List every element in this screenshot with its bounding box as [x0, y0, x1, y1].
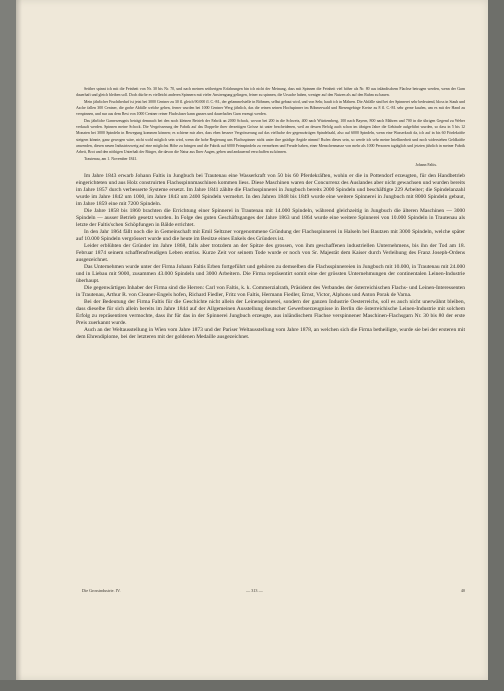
body-paragraph: Auch an der Weltausstellung in Wien vom Jahre 1873 und der Pariser Weltausstellung vom Jahre 1878, an welchen sich die Firma betheiligte, wurde sie bei der ersteren mit dem Ehrendiplome, bei der letzteren mit der goldenen Medaille ausgezeichnet.: [76, 327, 465, 341]
letter-signature-name-row: [76, 162, 465, 168]
letter-paragraph: Das jährliche Garnerzeugnis beträgt demnach bei den noch kleinen Betrieb der Fabrik an 2000 Schock, wovon bei 200 in die Schweiz, 400 nach Württemberg, 100 nach Bayern, 800 nach Mähren und 700 in die übrigen Gegend zu Weber verkauft werden. Spinnen meine Schock. Die Vergrösserung der Fabrik auf das Doppelte ihrer derzeitigen Grösse ist unter bescheidenen, weil an dessen Befolg auch schon im übrigen Jahre die Gebäude aufgeführt wurden, so dass in 5 bis 12 Monaten bei 3000 Spindeln in Bewegung kommen können; es schiene mir aber, dass eben bessere Vergrösserung auf das vielfache der gegenwärtigen Spindelzahl, also auf 6000 Spindeln, wenn eine Wasserkraft da, ich auf in bis 60 Fördekräfte steigern könnte, ganz gewogen wäre, nicht wohl möglich sein wird, wenn die hohe Regierung uns Flachsspinner nicht unter ihre gnädige Aegide nimmt! Rufen dieses sein, so werde ich sehr meine Intellinerheit und noch widerstehen Geldkräfte anwenden, diesen neuen Industriezweig auf eine möglichst Höhe zu bringen und die Fabrik auf 6000 Feinspindeln zu vermehren und Freude haben, einer Menschenmasse von mehr als 1000 Personen tagtäglich und jetzten jährlich in meiner Fabrik Arbeit, Brot und den nöthigen Unterhalt der Bürger, die davon die Natur aus Ihrer Augen, geben und andauernd verschaffen zu können.: [76, 118, 465, 155]
signature-name: Johann Faltis.: [415, 163, 437, 168]
document-body: [76, 86, 465, 341]
page-gutter-shadow: [16, 0, 22, 680]
quoted-letter: [76, 86, 465, 156]
page-number: — 313 —: [246, 588, 263, 593]
footer-volume: Die Grossindustrie. IV.: [82, 588, 121, 593]
letter-paragraph: Mein jährlicher Fruchtbedarf ist jetzt bei 3000 Centner zu 30 fl. gleich 90.000 fl. C.-M., der gelammelstelle in Böhmen, selbst gebaut wird, und von Sehr, hauft ich in Mähren. Die Abfälle sind bei der Spinnerei sehr bedeutend, bloss in Staub und Asche fallen 300 Centner, die grobe Abfälle welche gehen, ferner wurden bei 1000 Centner Werg jährlich, das die reinen seinen Hochspinner im Böhmerwald und Riesengebirge Kreise zu 8 fl. C.-M. sehr gerne kaufen, um es mit der Hand zu verspinnen, und nur aus dem Rest von 1000 Centner reiner Flachsfaser kann ganzes und dauerhaftes Garn erzeugt werden.: [76, 99, 465, 117]
body-paragraph: Bei der Bedeutung der Firma Faltis für die Geschichte nicht allein der Leinenspinnerei, sondern der ganzen Industrie Oesterreichs, soll es auch nicht unerwähnt bleiben, dass dieselbe für sich allein bereits im Jahre 1844 auf der Allgemeinen Ausstellung deutscher Gewerbserzeugnisse in Berlin die österreichische Leinen-Industrie mit solchem Erfolg zu repräsentiren vermochte, dass ihr für das in der Spinnerei Jungbuch erzeugte, aus inländischem Flachse verspinnener Maschinen-Flachsgarn Nr. 30 bis 80 der erste Preis zuerkannt wurde.: [76, 299, 465, 327]
scan-bottom-border: [0, 680, 504, 691]
body-paragraph: Das Unternehmen wurde unter der Firma Johann Faltis Erben fortgeführt und gehören zu demselben die Flachsspinnereien in Jungbuch mit 10.000, in Trautenau mit 24.000 und in Liebau mit 9000, zusammen 43.000 Spindeln und 3000 Arbeitern. Die Firma repräsentirt somit eine der grössten Unternehmungen der continentalen Leinen-Industrie überhaupt.: [76, 264, 465, 285]
body-paragraph: In den Jahr 1864 fällt noch die in Gemeinschaft mit Emil Seltzner vorgenommene Gründung der Flachsspinnerei in Halseln bei Bautzen mit 3000 Spindeln, welche später auf 10.000 Spindeln vergrössert wurde und die heute im Besitze eines Enkels des Gründers ist.: [76, 229, 465, 243]
body-paragraph: Die Jahre 1858 bis 1860 brachten die Errichtung einer Spinnerei in Trautenau mit 14.000 Spindeln, während gleichzeitig in Jungbuch die älteren Maschinen — 3000 Spindeln — ausser Betrieb gesetzt wurden. In Folge des guten Geschäftsganges der Jahre 1863 und 1864 wurde eine weitere Spinnerei von 10.000 Spindeln in Trautenau als letzte der Faltis'schen Schöpfungen in Bälde errichtet.: [76, 208, 465, 229]
main-text: [76, 173, 465, 341]
body-paragraph: Im Jahre 1843 erwarb Johann Faltis in Jungbuch bei Trautenau eine Wasserkraft von 50 bis 60 Pferdekräften, wohin er die in Pottendorf erzeugten, für den Handbetrieb eingerichteten und aus Holz construirten Flachsspinnmaschinen kommen liess. Diese Maschinen waren der Concurrenz des Auslandes aber nicht gewachsen und wurden bereits im Jahre 1857 durch verbesserte Systeme ersetzt. Im Jahre 1841 zählte die Flachsspinnerei in Jungbuch bereits 2000 Spindeln und beschäftigte 229 Arbeiter; die Spindelanzahl wurde im Jahre 1842 um 1000, im Jahre 1843 um 2400 Spindeln vermehrt. In den Jahren 1848 bis 1849 wurde eine weitere Spinnerei in Jungbuch mit 8000 Spindeln gebaut, im Jahre 1859 eine mit 7200 Spindeln.: [76, 173, 465, 208]
signature-mark: 40: [460, 588, 465, 593]
page-edge: [488, 0, 504, 691]
letter-paragraph: Seither spinnt ich mit die Feinheit von Nr. 30 bis Nr. 70, und nach meinen seitherigen Erfahrungen bin ich nicht der Meinung, dass mit Spinnen die Feinheit viel höher als Nr. 80 aus inländischem Flachse betrugen werden, wenn der Garn dauerhaft und gleich bleiben soll. Doch dürfte es vielleicht anderen Spinnern mit vieler Anstrengung gelingen, feiner zu spinnen, die Ursache haben, weniger auf den Nutzen als auf den Ruhm zu bauen.: [76, 87, 465, 98]
signature-date: Trautenau, am 1. November 1841.: [84, 156, 138, 161]
body-paragraph: Die gegenwärtigen Inhaber der Firma sind die Herren: Carl von Faltis, k. k. Commerzialrath, Präsident des Verbandes der österreichischen Flachs- und Leinen-Interessenten in Trautenau, Arthur R. von Cleaner-Engels hofen, Richard Fiedler, Fritz von Faltis, Hermann Fiedler, Ernst, Victor, Alphons und Anton Porak de Varna.: [76, 285, 465, 299]
body-paragraph: Leider erblühten der Gründer im Jahre 1868, falls aber trotzdem an der Spitze des grossen, von ihm geschaffenen industriellen Unternehmens, bis ihn der Tod am 18. Februar 1874 seinem schaffensfreudigen Leben entriss. Kurze Zeit vor seinem Tode wurde er noch von Sr. Majestät dem Kaiser durch Verleihung des Franz Joseph-Ordens ausgezeichnet.: [76, 243, 465, 264]
